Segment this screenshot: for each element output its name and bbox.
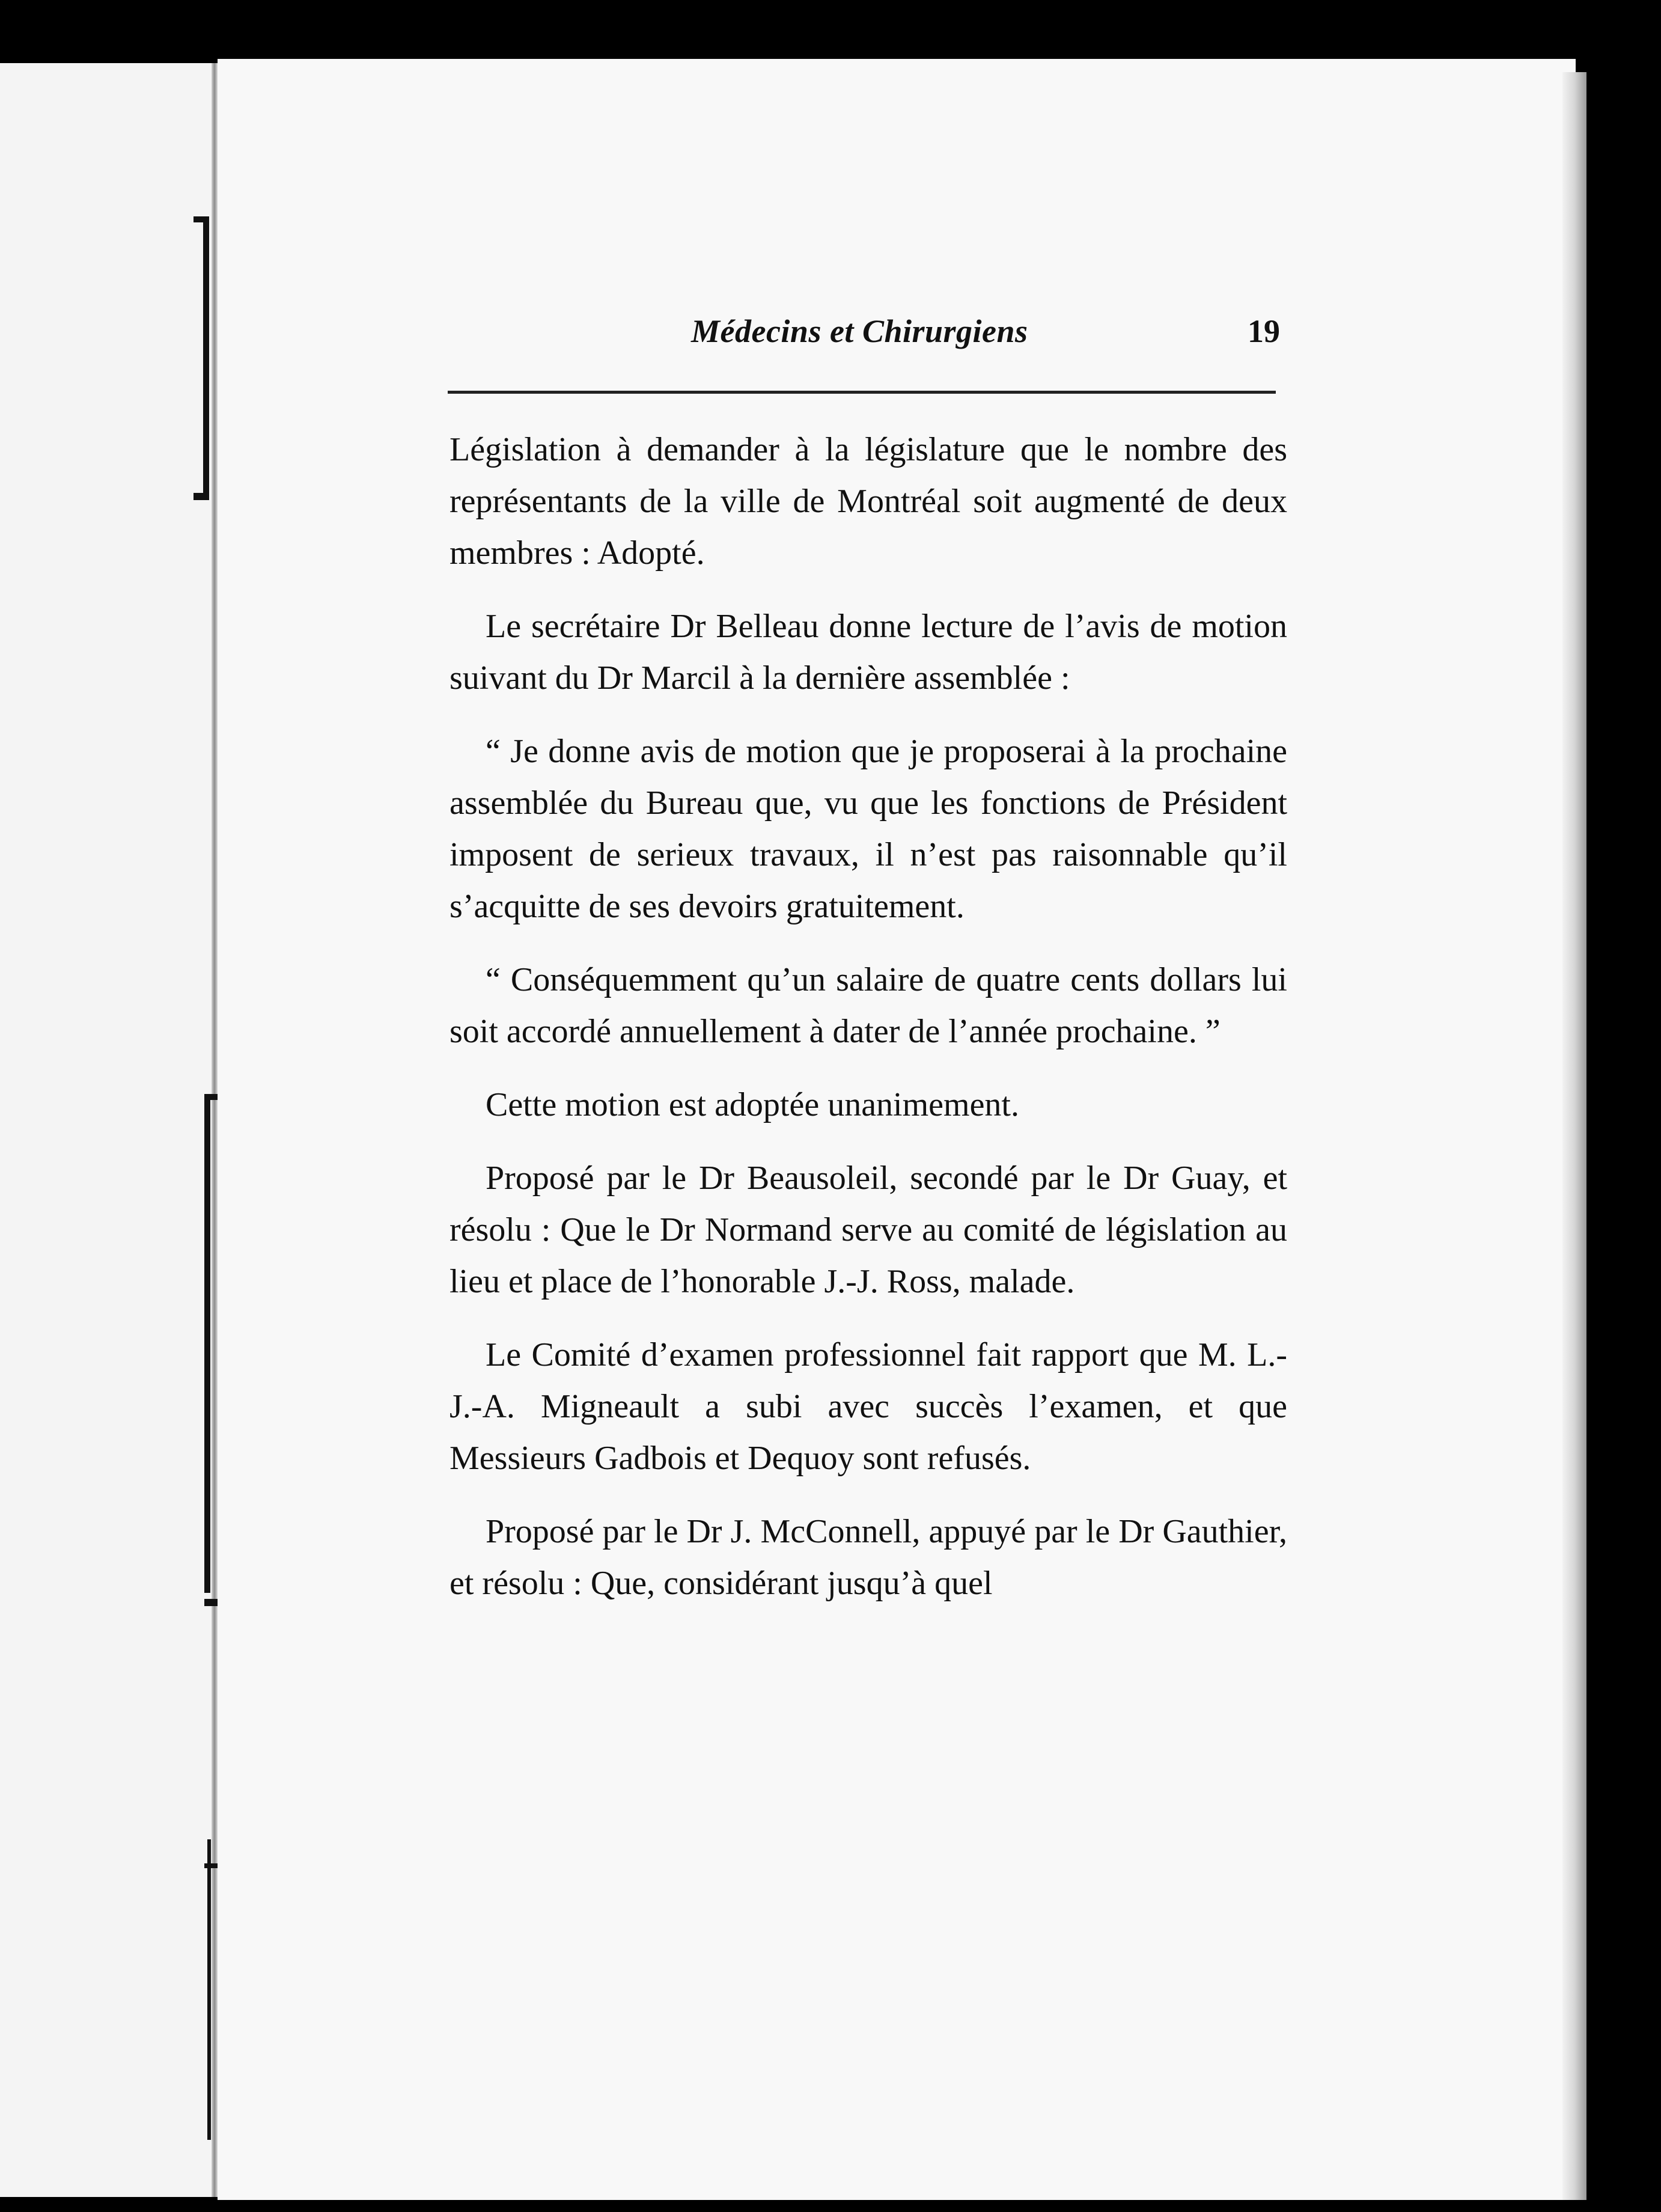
- paragraph: Législation à demander à la législature que le nombre des représentants de la ville de Montréal soit augmenté de deux membres : Adopté.: [450, 431, 1287, 572]
- binding-mark: [194, 216, 209, 222]
- paragraph: Proposé par le Dr J. McConnell, appuyé par le Dr Gauthier, et résolu : Que, considérant jusqu’à quel: [450, 1513, 1287, 1602]
- paragraph: Proposé par le Dr Beausoleil, secondé par le Dr Guay, et résolu : Que le Dr Normand serve au comité de législation au lieu et place de l’honorable J.-J. Ross, malade.: [450, 1159, 1287, 1300]
- header-rule: [448, 391, 1276, 394]
- body-text: [450, 424, 1287, 1631]
- page-edge-shadow: [1562, 72, 1586, 2200]
- binding-mark: [204, 1094, 210, 1593]
- previous-page-strip: [0, 63, 216, 2197]
- binding-mark: [207, 1839, 211, 2140]
- binding-mark: [203, 216, 209, 499]
- paragraph: Cette motion est adoptée unanimement.: [486, 1086, 1019, 1123]
- running-title: Médecins et Chirurgiens: [691, 313, 1028, 349]
- paragraph: “ Je donne avis de motion que je proposerai à la prochaine assemblée du Bureau que, vu que les fonctions de Président imposent de serieux travaux, il n’est pas raisonnable qu’il s’acquitte de ses devoirs gratuitement.: [450, 733, 1287, 925]
- page-gutter: [212, 63, 218, 2197]
- running-head: [691, 313, 1280, 361]
- binding-mark: [194, 493, 209, 500]
- paragraph: “ Conséquemment qu’un salaire de quatre cents dollars lui soit accordé annuellement à dater de l’année prochaine. ”: [450, 961, 1287, 1050]
- page-number: 19: [1248, 313, 1280, 349]
- paragraph: Le secrétaire Dr Belleau donne lecture de l’avis de motion suivant du Dr Marcil à la dernière assemblée :: [450, 608, 1287, 697]
- paragraph: Le Comité d’examen professionnel fait rapport que M. L.-J.-A. Migneault a subi avec succès l’examen, et que Messieurs Gadbois et Dequoy sont refusés.: [450, 1336, 1287, 1477]
